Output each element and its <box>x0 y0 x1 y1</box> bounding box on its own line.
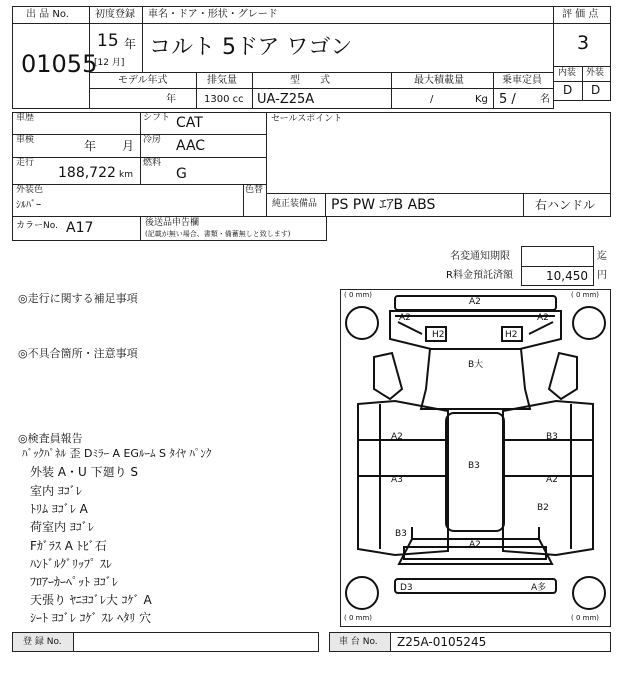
chassis-no: Z25A-0105245 <box>397 635 487 649</box>
ac: AAC <box>176 138 206 154</box>
color-no-label: カラーNo. <box>16 221 58 231</box>
mileage-label: 走行 <box>16 158 35 168</box>
displacement-label: 排気量 <box>207 75 237 86</box>
recycle-unit: 円 <box>597 270 607 281</box>
model-label: 型 式 <box>290 75 330 86</box>
displacement: 1300 cc <box>204 94 244 105</box>
steering: 右ハンドル <box>535 198 596 212</box>
car-diagram <box>340 289 611 627</box>
history-label: 車歴 <box>16 113 35 123</box>
damage-rear-gate: A2 <box>469 540 481 550</box>
name-change-label: 名変通知期限 <box>450 251 510 262</box>
tire-depth-rr: ( 0 mm) <box>571 614 600 622</box>
damage-front-left: A2 <box>399 313 411 323</box>
inspection-year: 年 <box>84 139 97 153</box>
car-name-label: 車名・ドア・形状・グレード <box>148 9 278 20</box>
rear-left-tire <box>346 577 378 609</box>
inspector-line: Fｶﾞﾗｽ A ﾄﾋﾞ石 <box>30 539 107 553</box>
color-cell <box>12 184 244 217</box>
repaint-label: 色替 <box>245 185 264 195</box>
damage-left-headlight: H2 <box>432 330 445 340</box>
tire-depth-rl: ( 0 mm) <box>344 614 373 622</box>
defects-label: ◎不具合箇所・注意事項 <box>18 347 138 360</box>
color: ｼﾙﾊﾞｰ <box>16 200 41 211</box>
shift-label: シフト <box>143 113 171 123</box>
inspector-line: 天張り ﾔﾆﾖｺﾞﾚ大 ｺｹﾞ A <box>30 593 152 607</box>
lot-no-label: 出 品 No. <box>26 9 69 20</box>
inspector-line: ﾊﾞｯｸﾊﾟﾈﾙ 歪 Dﾐﾗｰ A EGﾙｰﾑ S ﾀｲﾔ ﾊﾟﾝｸ <box>22 447 212 460</box>
reg-no-label: 登 録 No. <box>23 637 62 647</box>
car-name: コルト 5ドア ワゴン <box>149 35 353 60</box>
docs-note: (記載が無い場合、書類・備蓄無しと致します) <box>145 230 291 238</box>
equipment: PS PW ｴｱB ABS <box>331 197 436 213</box>
max-load-label: 最大積載量 <box>414 75 464 86</box>
damage-rear-right: A多 <box>531 583 547 593</box>
damage-front-bumper: A2 <box>469 297 481 307</box>
capacity-unit: 名 <box>540 94 550 105</box>
rear-right-tire <box>573 577 605 609</box>
capacity-label: 乗車定員 <box>502 75 542 86</box>
tire-depth-fr: ( 0 mm) <box>571 291 600 299</box>
inspector-line: ﾄﾘﾑ ﾖｺﾞﾚ A <box>30 502 88 516</box>
inspection-label: 車検 <box>16 135 35 145</box>
docs-label: 後送品申告欄 <box>145 218 200 228</box>
damage-right-quarter: B2 <box>537 503 549 513</box>
fuel-label: 燃料 <box>143 158 162 168</box>
sales-points-box <box>266 112 611 194</box>
sales-points-label: セールスポイント <box>271 114 343 124</box>
front-left-tire <box>346 307 378 339</box>
first-reg-year-unit: 年 <box>124 37 137 51</box>
roof <box>446 413 504 531</box>
driving-notes-label: ◎走行に関する補足事項 <box>18 292 138 305</box>
first-reg-label: 初度登録 <box>95 9 135 20</box>
inspector-line: ﾊﾝﾄﾞﾙｸﾞﾘｯﾌﾟ ｽﾚ <box>30 557 112 571</box>
capacity: 5 / <box>499 92 516 107</box>
recycle-label: R料金預託済額 <box>446 270 513 281</box>
equipment-label: 純正装備品 <box>272 199 318 209</box>
max-load-unit: Kg <box>475 94 488 105</box>
score: 3 <box>577 32 590 54</box>
lot-no: 01055 <box>21 50 98 78</box>
first-reg-year: 15 <box>97 31 119 51</box>
damage-roof: B3 <box>468 461 480 471</box>
inspector-line: ﾌﾛｱｰｶｰﾍﾟｯﾄ ﾖｺﾞﾚ <box>30 575 118 589</box>
inspector-line: 荷室内 ﾖｺﾞﾚ <box>30 520 94 534</box>
inspection-month: 月 <box>122 139 135 153</box>
damage-right-front-door: B3 <box>546 432 558 442</box>
damage-left-front-door: A2 <box>391 432 403 442</box>
exterior-label: 外装 <box>586 68 605 78</box>
max-load: / <box>430 94 434 105</box>
recycle: 10,450 <box>546 269 588 283</box>
model-year-unit: 年 <box>166 94 176 105</box>
shift: CAT <box>176 115 203 131</box>
chassis-label: 車 台 No. <box>339 637 378 647</box>
exterior-grade: D <box>591 83 601 97</box>
windshield <box>421 349 530 409</box>
fuel: G <box>176 166 187 182</box>
color-no: A17 <box>66 220 94 236</box>
inspector-report-label: ◎検査員報告 <box>18 432 83 445</box>
tire-depth-fl: ( 0 mm) <box>344 291 373 299</box>
color-label: 外装色 <box>16 185 44 195</box>
ac-label: 冷房 <box>143 135 162 145</box>
interior-label: 内装 <box>558 68 577 78</box>
damage-right-headlight: H2 <box>505 330 518 340</box>
model-year-label: モデル年式 <box>118 75 168 86</box>
front-right-tire <box>573 307 605 339</box>
inspector-line: 外装 A・U 下廻り S <box>30 465 139 479</box>
mileage-unit: km <box>119 170 133 180</box>
damage-right-rear-door: A2 <box>546 475 558 485</box>
score-label: 評 価 点 <box>562 9 599 20</box>
damage-front-right: A2 <box>537 313 549 323</box>
inspector-line: ｼｰﾄ ﾖｺﾞﾚ ｺｹﾞ ｽﾚ ﾍﾀﾘ 穴 <box>30 611 152 625</box>
damage-windshield: B大 <box>468 360 484 370</box>
name-change-box <box>521 246 594 267</box>
damage-left-rear-door: A3 <box>391 475 403 485</box>
mileage: 188,722 <box>58 165 116 181</box>
first-reg-month: [12 月] <box>94 58 125 68</box>
interior-grade: D <box>563 83 573 97</box>
damage-rear-left: D3 <box>400 583 413 593</box>
name-change-unit: 迄 <box>597 251 607 262</box>
model: UA-Z25A <box>257 92 315 107</box>
inspector-line: 室内 ﾖｺﾞﾚ <box>30 484 82 498</box>
damage-left-quarter: B3 <box>395 529 407 539</box>
